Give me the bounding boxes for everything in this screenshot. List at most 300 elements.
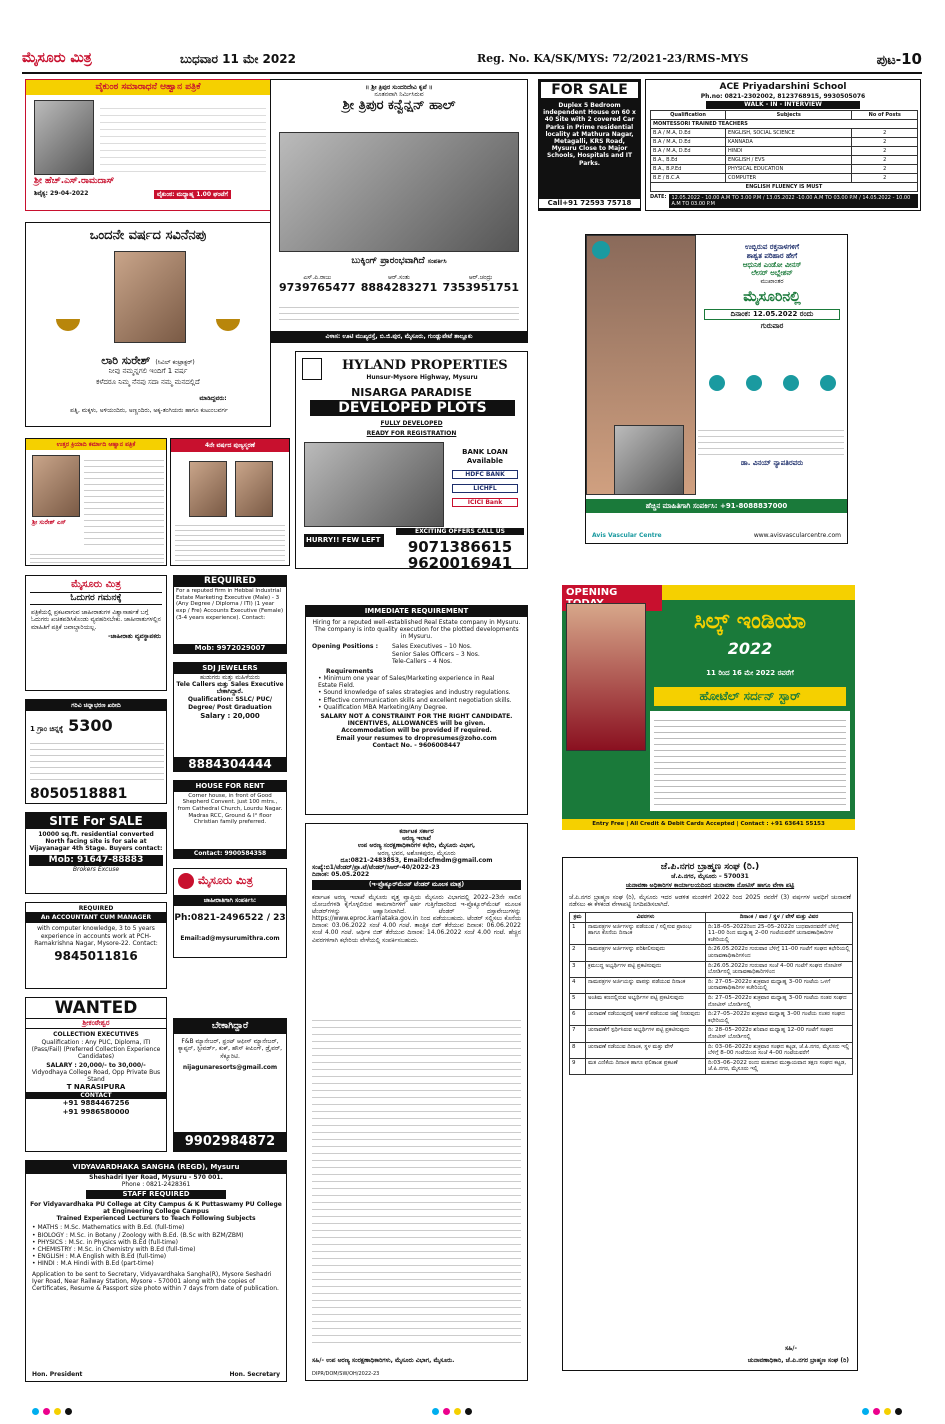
table-row — [570, 1042, 853, 1058]
ad-tender-body: ಕರ್ನಾಟಕ ಅರಣ್ಯ ಇಲಾಖೆ ಮೈಸೂರು ವೃತ್ತ ವ್ಯಾಪ್ತಿಯ ಮೈಸೂರು ವಿಭಾಗದಲ್ಲಿ 2022–23ನೇ ಸಾಲಿನ ಯೋಜನೆಗಳಡಿ ಕೈಗೊಳ್ಳಲಿರುವ ಕಾಮಗಾರಿಗಳಿಗೆ ಅರ್ಹ ಗುತ್ತಿಗೆದಾರರಿಂದ ಇ-ಪ್ರೊಕ್ಯೂರ್‌ಮೆಂಟ್ ಮೂಲಕ ಟೆಂಡರ್‌ಗಳನ್ನು ಆಹ್ವಾನಿಸಲಾಗಿದೆ. ಟೆಂಡರ್ ದಸ್ತಾವೇಜುಗಳನ್ನು https://www.eproc.karnataka.gov.in ನಿಂದ ಪಡೆಯಬಹುದು. ಟೆಂಡರ್ ಸಲ್ಲಿಸಲು ಕೊನೆಯ ದಿನಾಂಕ: 03.06.2022 ಸಂಜೆ 4.00 ಗಂಟೆ. ತಾಂತ್ರಿಕ ಬಿಡ್ ತೆರೆಯುವ ದಿನಾಂಕ: 06.06.2022 ಸಂಜೆ 4.00 ಗಂಟೆ. ಆರ್ಥಿಕ ಬಿಡ್ ತೆರೆಯುವ ದಿನಾಂಕ: 14.06.2022 ಸಂಜೆ 4.00 ಗಂಟೆ. ಹೆಚ್ಚಿನ ವಿವರಗಳಿಗಾಗಿ ಕಛೇರಿಯ ವೇಳೆಯಲ್ಲಿ ಸಂಪರ್ಕಿಸಬಹುದು. — [312, 893, 521, 944]
ad-jp-cell: 3 — [570, 961, 586, 977]
ad-tripura-image — [279, 132, 519, 252]
ad-mitra-contact-email: Email:ad@mysurumithra.com — [180, 935, 280, 942]
ad-tender-phone: ದೂ:0821-2483853, Email:dcfmdm@gmail.com — [340, 856, 493, 864]
ad-hyland-sub: Hunsur-Mysore Highway, Mysuru — [366, 374, 478, 381]
ad-avis-line3: ಆಧುನಿಕ ಎಂಡೋ ವೀನಸ್ — [742, 260, 802, 269]
ad-vidya-addr: Sheshadri Iyer Road, Mysuru - 570 001. — [89, 1173, 223, 1181]
masthead-logo: ಮೈಸೂರು ಮಿತ್ರ — [22, 50, 92, 66]
ad-hyland-bank-2: LICHFL — [452, 484, 518, 493]
ad-resort-phone: 9902984872 — [174, 1132, 286, 1151]
ad-anniversary-suresh — [25, 222, 271, 427]
registration-marks-left — [30, 1400, 74, 1419]
ad-obituary-small-name: ಶ್ರೀ ಸುರೇಶ್ ಎಸ್ — [32, 519, 66, 526]
ad-vidya-subject: • PHYSICS : M.Sc. in Physics with B.Ed (full-time) — [32, 1238, 178, 1246]
ad-jp-cell: ಅಂತಿಮ ಕಣದಲ್ಲಿರುವ ಅಭ್ಯರ್ಥಿಗಳ ಪಟ್ಟಿ ಪ್ರಕಟಿಸುವುದು — [586, 993, 706, 1009]
ad-tripura-booking: ಬುಕ್ಕಿಂಗ್ ಪ್ರಾರಂಭವಾಗಿದೆ — [351, 256, 425, 266]
ad-jp-cell: 4 — [570, 977, 586, 993]
ad-jp-cell: ನಾಮಪತ್ರಗಳ ಅರ್ಜಿಗಳನ್ನು ಪರಿಶೀಲಿಸುವುದು — [586, 945, 706, 961]
ad-gold — [25, 699, 167, 804]
ad-ace-cell: 2 — [852, 128, 918, 137]
ad-wanted-addr: Vidyodhaya College Road, Opp Private Bus Stand — [31, 1068, 161, 1083]
ad-jp-cell: ನಾಮಪತ್ರಗಳ ಅರ್ಜಿಯನ್ನು ವಾಪಸ್ಸು ಪಡೆಯುವ ದಿನಾಂಕ — [586, 977, 706, 993]
table-row — [570, 922, 853, 945]
ad-tripura-hall — [270, 79, 528, 343]
ad-hyland-image — [304, 442, 444, 527]
ad-house-rent — [173, 780, 287, 859]
ad-for-sale-title: FOR SALE — [541, 82, 638, 98]
ad-ace-cell: B.A., B.P.Ed — [651, 164, 726, 173]
ad-jp-addr: ಜೆ.ಪಿ.ನಗರ, ಮೈಸೂರು – 570031 — [671, 873, 749, 881]
ad-vidya-subject: • MATHS : M.Sc. Mathematics with B.Ed. (full-time) — [32, 1224, 185, 1232]
ad-gold-header: ಗರಿವಿ ಚಿನ್ನಾಭರಣ ಖರೀದಿ — [26, 700, 166, 711]
table-row — [651, 146, 918, 155]
ad-immediate-req: • Sound knowledge of sales strategies and industry regulations. — [318, 689, 511, 697]
ad-ace-cell: ENGLISH / EVS — [726, 155, 852, 164]
ad-site-sale — [25, 812, 167, 894]
masthead-rule — [22, 72, 922, 74]
ad-ace-walkin: WALK - IN - INTERVIEW — [706, 101, 860, 108]
badge-icon — [746, 375, 762, 391]
ad-accountant-phone: 9845011816 — [54, 948, 138, 963]
ad-hyland-bank-3: ICICI Bank — [452, 498, 518, 507]
ad-silk-venue: ಹೋಟೆಲ್ ಸರ್ದನ್ ಸ್ಟಾರ್ — [654, 687, 846, 706]
ad-ace-cell: B.A., B.Ed — [651, 155, 726, 164]
table-row — [651, 137, 918, 146]
ad-obituary-text — [100, 102, 266, 172]
ad-immediate-accom: Accommodation will be provided if required. — [341, 727, 492, 735]
ad-vidya-staff: STAFF REQUIRED — [86, 1190, 226, 1199]
ad-jp-cell: ದಿ:27–05–2022ರ ಶುಕ್ರವಾರ ಮಧ್ಯಾಹ್ನ 3–00 ಗಂಟೆಯ ನಂತರ ಸಂಘದ ಕಛೇರಿಯಲ್ಲಿ — [706, 1010, 853, 1026]
ad-vidya-apply: Application to be sent to Secretary, Vidyavardhaka Sangha(R), Mysore Seshadri Iyer Road, Near Railway Station, Mysore - 570001 along with the copies of Certificates, Resume & Passport size photo within 7 days from date of publication. — [32, 1270, 279, 1292]
ad-gold-row — [30, 716, 164, 735]
ad-obituary-name: ಶ್ರೀ ಹೆಚ್.ಎಸ್.ರಾಮದಾಸ್ — [34, 176, 115, 186]
ad-jp-cell: ದಿ: 27–05–2022ರ ಶುಕ್ರವಾರ ಮಧ್ಯಾಹ್ನ 3–00 ಗಂಟೆಯ ನಂತರ ಸಂಘದ ನೋಟೀಸ್ ಬೋರ್ಡಿನಲ್ಲಿ — [706, 993, 853, 1009]
ad-obituary-small — [25, 438, 167, 566]
ad-tripura-contact-phone: 9739765477 — [279, 281, 356, 295]
ad-tripura-booking-row — [271, 256, 527, 267]
ad-vidya-title: VIDYAVARDHAKA SANGHA (REGD), Mysuru — [26, 1161, 286, 1174]
ad-vidya-phone: Phone : 0821-2428361 — [121, 1180, 191, 1188]
ad-ace-date-label: DATE: — [650, 194, 667, 200]
ad-ace-table — [650, 110, 918, 192]
table-row — [651, 128, 918, 137]
ad-ace-cell: B.A / M.A, D.Ed — [651, 146, 726, 155]
ad-avis-vascular — [585, 234, 848, 544]
ad-immediate-intro: Hiring for a reputed well-established Real Estate company in Mysuru. — [312, 618, 521, 626]
ad-jp-table — [569, 912, 853, 1075]
ad-mitra-contact — [173, 868, 287, 958]
table-row — [651, 155, 918, 164]
ad-jp-title: ಜೆ.ಪಿ.ನಗರ ಬ್ರಾಹ್ಮಣ ಸಂಘ (ರಿ.) — [660, 862, 760, 872]
ad-avis-badges — [698, 375, 846, 399]
ad-avis-doctor: ಡಾ. ವಿನಯ್ ನ್ಯಾಪತಿರವರು — [740, 459, 804, 467]
ad-required-hebbal-title: REQUIRED — [174, 576, 286, 587]
ad-jp-cell: ದಿ:26.05.2022ರ ಗುರುವಾರ ಬೆಳಿಗ್ಗೆ 11–00 ಗಂಟೆಗೆ ಸಂಘದ ಕಛೇರಿಯಲ್ಲಿ ಚುನಾವಣಾಧಿಕಾರಿಗಳಿಂದ — [706, 945, 853, 961]
ad-wanted-contact: CONTACT — [26, 1092, 166, 1099]
page-label: ಪುಟ- — [876, 53, 902, 68]
table-row — [570, 1058, 853, 1074]
ad-anniversary-from-label: ಮಾಡಿದ್ದವರು: — [199, 395, 227, 402]
ad-ace-cell: PHYSICAL EDUCATION — [726, 164, 852, 173]
ad-anniversary-4th-photo-2 — [235, 461, 273, 517]
ad-ace-school — [645, 79, 921, 211]
ad-for-sale-duplex — [538, 79, 641, 211]
ad-tender-sign: ಸಹಿ/- ಉಪ ಅರಣ್ಯ ಸಂರಕ್ಷಣಾಧಿಕಾರಿಗಳು, ಮೈಸೂರು ವಿಭಾಗ, ಮೈಸೂರು. — [312, 1356, 455, 1364]
ad-jp-cell: 1 — [570, 922, 586, 945]
ad-silk-year: 2022 — [727, 639, 773, 658]
ad-hyland-offers: EXCITING OFFERS CALL US — [396, 528, 524, 535]
ad-tender-gov2: ಅರಣ್ಯ ಇಲಾಖೆ — [402, 835, 431, 843]
ad-immediate-position: Senior Sales Officers – 3 Nos. — [392, 650, 480, 658]
ad-wanted-phone2: +91 9986580000 — [62, 1107, 130, 1116]
ad-tender-notice: (ಇ-ಪ್ರೊಕ್ಯೂರ್‌ಮೆಂಟ್ ಟೆಂಡರ್ ಮೂಲಕ ಮಾತ್ರ) — [312, 880, 521, 889]
ad-wanted-place: T NARASIPURA — [66, 1083, 126, 1092]
ad-vidya-for: For Vidyavardhaka PU College at City Campus & K Puttaswamy PU College at Engineering College Campus — [30, 1200, 282, 1216]
hyland-logo-icon — [302, 358, 322, 380]
ad-hyland-bank-1: HDFC BANK — [452, 470, 518, 479]
ad-mitra-notice — [25, 575, 167, 691]
table-row — [651, 182, 918, 191]
ad-ace-th: Subjects — [726, 110, 852, 119]
badge-icon — [820, 375, 836, 391]
table-row — [570, 913, 853, 923]
ad-jp-sign: ಸಹಿ/- — [785, 1344, 797, 1352]
ad-hyland-fully: FULLY DEVELOPED — [380, 420, 443, 427]
ad-avis-text — [698, 243, 846, 331]
ad-sdj-jewelers — [173, 662, 287, 772]
ad-ace-th: No of Posts — [852, 110, 918, 119]
ad-immediate-incentives: INCENTIVES, ALLOWANCES will be given. — [347, 720, 486, 728]
ad-immediate-email: Email your resumes to dropresumes@zoho.com — [336, 734, 497, 742]
ad-sdj-phone: 8884304444 — [174, 757, 286, 771]
ad-obituary-small-text — [84, 455, 164, 549]
ad-ace-cell: 2 — [852, 173, 918, 182]
ad-ace-cell: B.A / M.A, D.Ed — [651, 137, 726, 146]
ad-hyland-hurry: HURRY!! FEW LEFT — [304, 534, 384, 547]
table-row — [570, 993, 853, 1009]
ad-tripura-contacts — [279, 274, 519, 294]
ad-immediate-positions — [306, 640, 527, 668]
ad-jp-cell: 7 — [570, 1026, 586, 1042]
ad-obituary-time: ವೈಕುಂಠ: ಮಧ್ಯಾಹ್ನ 1.00 ಘಂಟೆಗೆ — [154, 190, 231, 199]
ad-obituary-small-footer — [30, 551, 164, 563]
ad-avis-day: ಗುರುವಾರ — [760, 321, 784, 330]
ad-vidya-subjects — [26, 1222, 286, 1269]
ad-avis-city: ಮೈಸೂರಿನಲ್ಲಿ — [743, 289, 801, 306]
ad-tripura-contact-name: ಆರ್.ಚಂದ್ರು — [468, 274, 493, 281]
ad-ace-cell: B.E / B.C.A — [651, 173, 726, 182]
ad-mitra-contact-phone: Ph:0821-2496522 / 23 — [174, 913, 286, 923]
ad-sdj-title: SDJ JEWELERS — [174, 663, 286, 674]
ad-accountant-req: REQUIRED — [78, 905, 114, 912]
ad-mitra-contact-emblem — [178, 873, 194, 889]
ad-house-rent-phone: Contact: 9900584358 — [174, 849, 286, 858]
ad-ace-dates-row — [650, 194, 918, 208]
ad-jp-cell: 9 — [570, 1058, 586, 1074]
ad-tripura-contact-1 — [279, 274, 356, 294]
ad-immediate-requirement — [305, 605, 528, 815]
ad-tender-ref: ಸಂಖ್ಯೆ:ಬಿ1/ಟೆಂಡರ್/ಪ್ರಾ.ಟೆ/ಟೆಂಡರ್/ಸಿಆರ್-40/2022-23 — [312, 863, 440, 871]
ad-anniversary-line1: ನೀವು ನಮ್ಮನ್ನಗಲಿ ಇಂದಿಗೆ 1 ವರ್ಷ — [108, 367, 188, 375]
ad-tender-office: ಉಪ ಅರಣ್ಯ ಸಂರಕ್ಷಣಾಧಿಕಾರಿಗಳ ಕಛೇರಿ, ಮೈಸೂರು ವಿಭಾಗ, — [357, 842, 476, 850]
ad-ace-dates: 12.05.2022 - 10.00 A.M TO 3.00 P.M / 13.05.2022 -10.00 A.M TO 03.00 P.M / 14.05.2022 - 10.00 A.M TO 03.00 P.M — [669, 194, 918, 208]
table-row — [570, 961, 853, 977]
ad-tender-body-filler — [312, 1014, 521, 1344]
ad-mitra-notice-logo: ಮೈಸೂರು ಮಿತ್ರ — [71, 579, 121, 590]
lamp-icon-right — [216, 319, 240, 331]
ad-wanted-role: COLLECTION EXECUTIVES — [53, 1030, 139, 1038]
ad-tender-code: DIPR/DOM/SW/OH/2022-23 — [312, 1371, 380, 1377]
ad-jpnagar-brahmana — [562, 857, 858, 1371]
ad-required-hebbal — [173, 575, 287, 654]
ad-anniversary-name: ಲಾರಿ ಸುರೇಶ್ — [101, 354, 151, 367]
ad-tender-date: ದಿನಾಂಕ: 05.05.2022 — [312, 871, 370, 879]
ad-mitra-contact-label: ಜಾಹೀರಾತಿಗಾಗಿ ಸಂಪರ್ಕಿಸಿ: — [174, 895, 286, 906]
ad-avis-line1: ಉಬ್ಬಿರುವ ರಕ್ತನಾಳಗಳಿಗೆ — [744, 243, 800, 251]
ad-immediate-title: IMMEDIATE REQUIREMENT — [306, 606, 527, 617]
table-row — [651, 119, 918, 128]
ad-hyland-loan: BANK LOAN Available — [462, 448, 508, 465]
ad-house-rent-body: Corner house, in front of Good Shepherd Convent. just 100 mtrs., from Cathedral Church, Lourdu Nagar. Madras RCC, Ground & I° floor Christian family preferred. — [177, 792, 283, 826]
ad-sdj-qual: Qualification: SSLC/ PUC/ Degree/ Post Graduation — [187, 696, 273, 711]
ad-avis-brand: Avis Vascular Centre — [592, 531, 662, 539]
ad-site-sale-note: Brokers Excuse — [72, 865, 120, 873]
ad-sdj-role: Tele Callers ಮತ್ತು Sales Executive ಬೇಕಾಗಿದ್ದಾರೆ. — [176, 680, 284, 696]
ad-ace-note: ENGLISH FLUENCY IS MUST — [651, 182, 918, 191]
ad-immediate-reqs — [306, 675, 527, 711]
ad-site-sale-body: 10000 sq.ft. residential converted North facing site is for sale at Vijayanagar 4th Stage. Buyers contact: — [29, 831, 163, 853]
ad-wanted — [25, 997, 167, 1152]
ad-avis-line4: ಲೇಸರ್ ಅಬ್ಲೇಶನ್ — [751, 269, 793, 278]
lamp-icon-left — [56, 319, 80, 331]
ad-ace-cell: 2 — [852, 155, 918, 164]
ad-ace-cell: 2 — [852, 146, 918, 155]
ad-jp-cell: ದಿ:26.05.2022ರ ಗುರುವಾರ ಸಂಜೆ 4–00 ಗಂಟೆಗೆ ಸಂಘದ ನೋಟೀಸ್ ಬೋರ್ಡಿನಲ್ಲಿ ಚುನಾವಣಾಧಿಕಾರಿಗಳಿಂದ — [706, 961, 853, 977]
ad-resort-body: F&B ಮ್ಯಾನೇಜರ್, ಫ್ರಂಟ್ ಆಫೀಸ್ ಮ್ಯಾನೇಜರ್, ಕ್ಯಾಪ್ಟನ್, ಸ್ಟೀವರ್ಡ್, ಕುಕ್, ಹೌಸ್ ಕೀಪಿಂಗ್, ಡ್ರೈವರ್, ಸೆಕ್ಯೂರಿಟಿ. — [178, 1038, 282, 1060]
masthead — [22, 50, 922, 70]
ad-accountant-body: with computer knowledge, 3 to 5 years experience in accounts work at PCH-Ramakrishna Nagar, Mysore-22. Contact: — [34, 925, 158, 947]
ad-mitra-notice-title: ಓದುಗರ ಗಮನಕ್ಕೆ — [30, 592, 162, 605]
ad-hyland-title: HYLAND PROPERTIES — [342, 358, 508, 373]
ad-tripura-desc — [279, 302, 519, 322]
ad-immediate-req: • Qualification MBA Marketing/Any Degree. — [318, 703, 448, 711]
ad-tripura-contact-2 — [361, 274, 438, 294]
registration-marks-center — [430, 1400, 474, 1419]
ad-ace-th: Qualification — [651, 110, 726, 119]
ad-avis-address — [698, 425, 844, 455]
ad-obituary-date: ಶಿವೈಕ್ಯ: 29-04-2022 — [34, 190, 89, 197]
ad-hyland-plots: DEVELOPED PLOTS — [310, 400, 515, 416]
ad-silk-india — [562, 585, 855, 830]
ad-tripura-sub: ನೂತನವಾಗಿ ನಿರ್ಮಿಸಿರುವ — [374, 91, 424, 99]
ad-anniversary-from: ಪತ್ನಿ, ಮಕ್ಕಳು, ಅಳಿಯಂದಿರು, ಅಣ್ಣಂದಿರು, ಅಕ್ಕ-ತಂಗಿಯರು ಹಾಗೂ ಕುಟುಂಬವರ್ಗ — [70, 407, 228, 414]
ad-avis-doctor-photo — [614, 425, 684, 495]
ad-jp-th: ವಿವರಗಳು — [586, 913, 706, 923]
ad-for-sale-body: Duplex 5 Bedroom independent House on 60 x 40 Site with 2 covered Car Parks in Prime residential locality at Mathura Nagar, Metagalli, KRS Road, Mysuru Close to Major Schools, Hospitals and IT Parks. — [543, 102, 636, 167]
ad-jp-cell: ಚುನಾವಣೆ ನಡೆಯುವ ದಿನಾಂಕ, ಸ್ಥಳ ಮತ್ತು ವೇಳೆ — [586, 1042, 706, 1058]
ad-ace-cell: ENGLISH, SOCIAL SCIENCE — [726, 128, 852, 137]
ad-anniversary-4th-photo-1 — [189, 461, 227, 517]
ad-wanted-phone1: +91 9884467256 — [62, 1099, 130, 1107]
ad-mitra-contact-logo: ಮೈಸೂರು ಮಿತ್ರ — [198, 874, 253, 887]
ad-silk-brand: ಸಿಲ್ಕ್ ಇಂಡಿಯಾ — [693, 609, 807, 634]
ad-silk-details-lines — [654, 715, 846, 807]
ad-tripura-contact-phone: 8884283271 — [360, 281, 438, 295]
ad-mitra-notice-sign: -ಜಾಹೀರಾತು ವ್ಯವಸ್ಥಾಪಕರು — [107, 632, 161, 640]
ad-jp-intro: ಜೆ.ಪಿ.ನಗರ ಬ್ರಾಹ್ಮಣ ಸಂಘ (ರಿ), ಮೈಸೂರು ಇದರ ಆಡಳಿತ ಮಂಡಳಿಗೆ 2022 ರಿಂದ 2025 ರವರೆಗೆ (3) ವರ್ಷಗಳ ಅವಧಿಗೆ ಚುನಾವಣೆ ನಡೆಸಲು ಈ ಕೆಳಕಂಡ ವೇಳಾಪಟ್ಟಿ ನಿಗದಿಪಡಿಸಲಾಗಿದೆ. — [569, 893, 851, 908]
ad-jp-cell: 5 — [570, 993, 586, 1009]
ad-vidya-sign1: Hon. President — [32, 1370, 83, 1378]
ad-for-sale-phone: Call+91 72593 75718 — [539, 199, 640, 208]
ad-jp-cell: ನಾಮಪತ್ರಗಳ ಅರ್ಜಿಗಳನ್ನು ಪಡೆಯುವ / ಸಲ್ಲಿಸುವ ಪ್ರಾರಂಭ ಹಾಗೂ ಕೊನೆಯ ದಿನಾಂಕ — [586, 922, 706, 945]
ad-vidya-sign2: Hon. Secretary — [229, 1370, 280, 1378]
registration-marks-right — [860, 1400, 904, 1419]
badge-icon — [783, 375, 799, 391]
ad-tripura-contact-name: ಎಸ್.ಪಿ.ರಾಜು — [303, 274, 332, 281]
ad-vidya-subject: • BIOLOGY : M.Sc. in Botany / Zoology with B.Ed. (B.Sc with BZM/ZBM) — [32, 1231, 244, 1239]
ad-resort-title: ಬೇಕಾಗಿದ್ದಾರೆ — [174, 1019, 286, 1034]
ad-silk-footer: Entry Free | All Credit & Debit Cards Accepted | Contact : +91 63641 55153 — [562, 819, 855, 830]
ad-wanted-brand: ಶ್ರೀಕಂಠೇಶ್ವರ — [26, 1018, 166, 1029]
ad-ace-cell: B.A / M.A, D.Ed — [651, 128, 726, 137]
ad-gold-price: 5300 — [68, 716, 113, 735]
ad-ace-cell: 2 — [852, 164, 918, 173]
ad-hyland — [295, 351, 528, 569]
ad-wanted-salary: SALARY : 20,000/- to 30,000/- — [46, 1061, 146, 1069]
ad-tripura-address: ವಿಳಾಸ: ಊಟಿ ಮುಖ್ಯರಸ್ತೆ, ಬಿ.ಜಿ.ಪುರ, ಮೈಸೂರು, ಗುಂಡ್ಲುಪೇಟೆ ತಾಲ್ಲೂಕು — [271, 331, 527, 342]
ad-avis-site: www.avisvascularcentre.com — [753, 531, 841, 539]
ad-jp-sign-role: ಚುನಾವಣಾಧಿಕಾರಿ, ಜೆ.ಪಿ.ನಗರ ಬ್ರಾಹ್ಮಣ ಸಂಘ (ರಿ) — [747, 1356, 849, 1364]
ad-jp-cell: 2 — [570, 945, 586, 961]
ad-immediate-position: Tele-Callers – 4 Nos. — [392, 657, 453, 665]
ad-tender-office2: ಅರಣ್ಯ ಭವನ, ಅಶೋಕಪುರಂ, ಮೈಸೂರು — [377, 849, 456, 857]
ad-required-hebbal-body: For a reputed firm in Hebbal Industrial Estate Marketing Executive (Male) - 3 (Any Degree / Diploma / ITI) (1 year exp / Fre) Accounts Executive (Female) (3-4 years experience). Contact: — [176, 588, 284, 621]
ad-ace-section: MONTESSORI TRAINED TEACHERS — [651, 119, 918, 128]
ad-anniversary-name-row — [26, 349, 270, 368]
ad-anniversary-line2: ಕಳೆದರೂ ನಿಮ್ಮ ನೆನಪು ಸದಾ ನಮ್ಮ ಮನದಲ್ಲಿದೆ — [96, 378, 200, 386]
ad-immediate-salary: SALARY NOT A CONSTRAINT FOR THE RIGHT CANDIDATE. — [320, 713, 513, 720]
ad-obituary-small-photo — [32, 455, 80, 517]
ad-site-sale-title: SITE For SALE — [26, 813, 166, 829]
ad-jp-cell: 8 — [570, 1042, 586, 1058]
ad-hyland-phone1: 9071386615 — [407, 538, 513, 556]
ad-immediate-intro2: The company is into quality execution for the plotted developments in Mysuru. — [314, 625, 519, 641]
ad-tripura-contact-phone: 7353951751 — [442, 281, 519, 295]
ad-silk-top-strip — [662, 585, 855, 600]
ad-anniversary-4th-text — [175, 521, 285, 563]
ad-avis-line2: ಶಾಶ್ವತ ಪರಿಹಾರ ಹೇಗೆ — [746, 251, 798, 260]
ad-mitra-notice-body: ಪತ್ರಿಕೆಯಲ್ಲಿ ಪ್ರಕಟವಾಗುವ ಜಾಹೀರಾತುಗಳ ವಿಶ್ವಾಸಾರ್ಹತೆ ಬಗ್ಗೆ ಓದುಗರು ಖಚಿತಪಡಿಸಿಕೊಂಡು ವ್ಯವಹರಿಸಬೇಕು. ಜಾಹೀರಾತುಗಳಲ್ಲಿನ ಮಾಹಿತಿಗೆ ಪತ್ರಿಕೆ ಜವಾಬ್ದಾರಿಯಲ್ಲ. — [31, 609, 161, 631]
ad-anniversary-title: ಒಂದನೇ ವರ್ಷದ ಸವಿನೆನಪು — [89, 228, 207, 243]
ad-gold-phone: 8050518881 — [30, 786, 128, 802]
ad-jp-cell: ದಿ: 27–05–2022ರ ಶುಕ್ರವಾರ ಮಧ್ಯಾಹ್ನ 3–00 ಗಂಟೆಯ ಒಳಗೆ ಚುನಾವಣಾಧಿಕಾರಿಗಳ ಕಚೇರಿಯಲ್ಲಿ — [706, 977, 853, 993]
ad-obituary-small-header: ಉತ್ತರ ಕ್ರಿಯಾದಿ ಕರ್ಮಾದಿ ಆಹ್ವಾನ ಪತ್ರಿಕೆ — [26, 439, 166, 450]
ad-jp-subtitle: ಚುನಾವಣಾ ಅಧಿಕಾರಿಗಳ ಕಾರ್ಯಾಲಯದಿಂದ ಚುನಾವಣಾ ನೋಟಿಸ್ ಹಾಗೂ ವೇಳಾ ಪಟ್ಟಿ — [625, 882, 795, 890]
ad-site-sale-phone: Mob: 91647-88883 — [29, 855, 163, 866]
table-row — [570, 945, 853, 961]
ad-ace-cell: 2 — [852, 137, 918, 146]
ad-jp-th: ದಿನಾಂಕ / ವಾರ / ಸ್ಥಳ / ವೇಳೆ ಮತ್ತು ವಿವರ — [706, 913, 853, 923]
ad-resort-email: nijagunaresorts@gmail.com — [182, 1063, 278, 1071]
ad-ace-cell: KANNADA — [726, 137, 852, 146]
ad-vidya-subject: • ENGLISH : M.A English with B.Ed (full-time) — [32, 1253, 167, 1261]
ad-sdj-sub: ಹುಡುಗರು ಮತ್ತು ಮಹಿಳೆಯರು — [200, 673, 260, 681]
ad-jp-cell: ಕ್ರಮಬದ್ಧ ಅಭ್ಯರ್ಥಿಗಳ ಪಟ್ಟಿ ಪ್ರಕಟಿಸುವುದು — [586, 961, 706, 977]
ad-required-hebbal-phone: Mob: 9972029007 — [174, 644, 286, 653]
ad-jp-th: ಕ್ರಮ — [570, 913, 586, 923]
ad-silk-banner: OPENING — [562, 585, 662, 611]
ad-silk-dates: 11 ರಿಂದ 16 ಮೇ 2022 ರವರೆಗೆ — [706, 669, 794, 677]
ad-jp-cell: ದಿ: 28–05–2022ರ ಶನಿವಾರ ಮಧ್ಯಾಹ್ನ 12–00 ಗಂಟೆಗೆ ಸಂಘದ ನೋಟೀಸ್ ಬೋರ್ಡಿನಲ್ಲಿ — [706, 1026, 853, 1042]
ad-wanted-qual: Qualification : Any PUC, Diploma, ITI (Pass/Fail) (Preferred Collection Experience Candidates) — [31, 1038, 161, 1061]
ad-house-rent-title: HOUSE FOR RENT — [174, 781, 286, 792]
masthead-page — [877, 50, 922, 68]
ad-obituary-photo — [34, 100, 94, 175]
avis-logo-icon — [592, 241, 610, 259]
ad-vidya-subject: • HINDI : M.A Hindi with B.Ed (part-time) — [32, 1260, 154, 1268]
ad-anniversary-name-sub: (ಸಿವಿಲ್ ಕಂಟ್ರಾಕ್ಟರ್) — [155, 359, 195, 366]
ad-jp-cell: ಮತ ಎಣಿಕೆಯ ದಿನಾಂಕ ಹಾಗೂ ಫಲಿತಾಂಶ ಪ್ರಕಟಣೆ — [586, 1058, 706, 1074]
table-row — [651, 164, 918, 173]
ad-jp-cell: ದಿ:03–06–2022 ರಂದು ಮತದಾನ ಮುಕ್ತಾಯವಾದ ತಕ್ಷಣ ಸಂಘದ ಕಟ್ಟಡ, ಜೆ.ಪಿ.ನಗರ, ಮೈಸೂರು ಇಲ್ಲಿ — [706, 1058, 853, 1074]
badge-icon — [709, 375, 725, 391]
ad-hyland-project: NISARGA PARADISE — [351, 386, 472, 399]
ad-avis-date: ದಿನಾಂಕ: 12.05.2022 ರಂದು — [704, 309, 840, 320]
ad-forest-tender — [305, 823, 528, 1381]
ad-jp-cell: ದಿ:18–05–2022ರಿಂದ 25–05–2022ರ ಬುಧವಾರದವರೆಗೆ ಬೆಳಿಗ್ಗೆ 11–00 ರಿಂದ ಮಧ್ಯಾಹ್ನ 2–00 ಗಂಟೆಯವರೆಗೆ ಚುನಾವಣಾಧಿಕಾರಿಗಳ ಕಚೇರಿಯಲ್ಲಿ — [706, 922, 853, 945]
ad-jp-cell: ಚುನಾವಣೆಗೆ ಸ್ಪರ್ಧಿಸಿರುವ ಅಭ್ಯರ್ಥಿಗಳ ಪಟ್ಟಿ ಪ್ರಕಟಿಸುವುದು — [586, 1026, 706, 1042]
ad-vidyavardhaka — [25, 1160, 287, 1382]
ad-resort-wanted — [173, 1018, 287, 1152]
ad-accountant — [25, 902, 167, 989]
ad-ace-cell: HINDI — [726, 146, 852, 155]
ad-tripura-title: ಶ್ರೀ ತ್ರಿಪುರ ಕನ್ವೆನ್ಷನ್ ಹಾಲ್ — [342, 98, 456, 114]
masthead-reg: Reg. No. KA/SK/MYS: 72/2021-23/RMS-MYS — [477, 52, 749, 65]
ad-tripura-top: ॥ ಶ್ರೀ ತ್ರಿಪುರ ಸುಂದರಿದೇವಿ ಕೃಪೆ ॥ — [365, 84, 433, 91]
ad-immediate-positions-label: Opening Positions : — [312, 643, 378, 651]
ad-sdj-salary: Salary : 20,000 — [200, 711, 260, 720]
masthead-date: ಬುಧವಾರ 11 ಮೇ 2022 — [180, 52, 296, 66]
ad-obituary-ramadas — [25, 79, 271, 211]
ad-immediate-contact: Contact No. - 9606008447 — [372, 741, 461, 749]
ad-tripura-contact-3 — [442, 274, 519, 294]
ad-hyland-ready: READY FOR REGISTRATION — [366, 430, 457, 437]
page-number: 10 — [901, 50, 922, 68]
ad-accountant-title: An ACCOUNTANT CUM MANAGER — [26, 912, 166, 923]
ad-gold-text — [30, 738, 164, 782]
ad-wanted-title: WANTED — [54, 998, 138, 1018]
ad-avis-line5: ಮುಖಾಂತರ — [760, 278, 784, 285]
ad-vidya-trained: Trained Experienced Lecturers to Teach Following Subjects — [56, 1215, 256, 1223]
ad-avis-contact: ಹೆಚ್ಚಿನ ಮಾಹಿತಿಗಾಗಿ ಸಂಪರ್ಕಿಸಿ: +91-8088837000 — [586, 499, 847, 513]
ad-immediate-req-label: Requirements — [326, 667, 374, 675]
table-row — [651, 173, 918, 182]
ad-anniversary-4th — [170, 438, 290, 566]
ad-vidya-subject: • CHEMISTRY : M.Sc. in Chemistry with B.Ed (full-time) — [32, 1246, 196, 1253]
ad-hyland-phone2: 9620016941 — [407, 554, 513, 569]
ad-gold-item: 1 ಗ್ರಾಂ ಚಿನ್ನಕ್ಕೆ — [30, 725, 64, 733]
ad-tender-gov1: ಕರ್ನಾಟಕ ಸರ್ಕಾರ — [399, 828, 434, 835]
ad-ace-title: ACE Priyadarshini School — [719, 82, 847, 92]
ad-ace-cell: COMPUTER — [726, 173, 852, 182]
table-row — [570, 1026, 853, 1042]
ad-immediate-position: Sales Executives – 10 Nos. — [392, 643, 472, 651]
ad-anniversary-4th-header: 4ನೇ ವರ್ಷದ ಪುಣ್ಯಸ್ಮರಣೆ — [171, 439, 289, 452]
ad-immediate-req: • Effective communication skills and excellent negotiation skills. — [318, 696, 512, 704]
ad-obituary-header: ವೈಕುಂಠ ಸಮಾರಾಧನೆ ಆಹ್ವಾನ ಪತ್ರಿಕೆ — [26, 80, 270, 95]
ad-silk-model — [566, 603, 646, 751]
